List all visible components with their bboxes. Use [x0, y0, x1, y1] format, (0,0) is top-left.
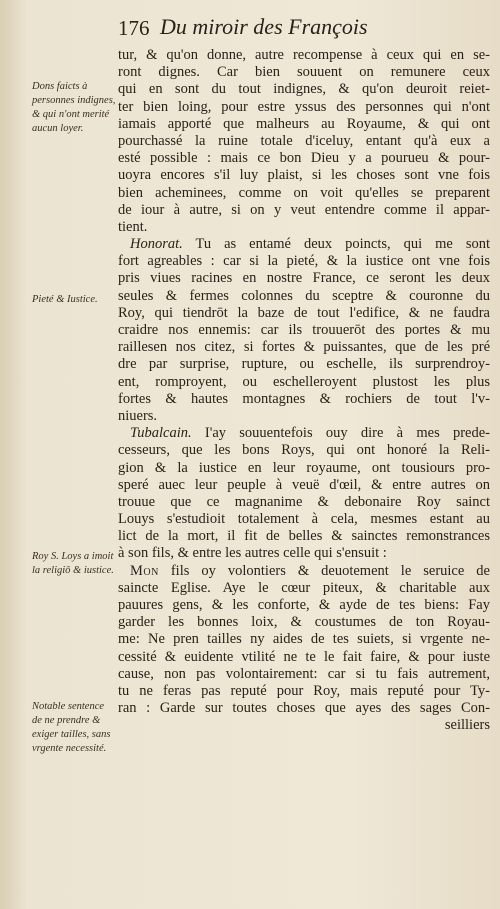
text-line: de iour à autre, si on y veut entendre comme il appar- [118, 201, 490, 218]
text-fragment: Tu as entamé deux poincts, qui me sont [195, 236, 490, 253]
text-line: niuers. [118, 407, 158, 424]
text-line: uoyra encores s'il luy plaist, si les choses sont vne fois [118, 167, 490, 184]
text-line: me: Ne pren tailles ny aides de tes suiets, si vrgente ne- [118, 631, 490, 648]
running-title: Du miroir des François [160, 14, 368, 39]
catchword: seilliers [444, 717, 490, 734]
margin-note-piete: Pieté & Iustice. [32, 294, 98, 305]
speech-start-honorat [118, 236, 490, 253]
margin-note-roy-loys: Roy S. Loys a imoit la religiō & iustice. [32, 551, 114, 576]
page-header [118, 14, 490, 44]
speaker-tubalcain: Tubalcain. [130, 425, 192, 442]
text-line: garder les bonnes loix, & coustumes de ton Royau- [118, 614, 490, 631]
text-line: tu ne feras pas reputé pour Roy, mais reputé pour Ty- [118, 682, 490, 699]
margin-note-dons: Dons faicts à personnes indignes, & qui n'ont merité aucun loyer. [32, 81, 116, 134]
text-line: trouue que ce magnanime & debonaire Roy sainct [118, 493, 490, 510]
text-line: dre par surprise, rupture, ou eschelle, ils surprendroy- [118, 356, 490, 373]
speech-start-tubalcain [118, 425, 490, 442]
text-line: ront dignes. Car bien souuent on remunere ceux [118, 64, 490, 81]
text-line: esté possible : mais ce bon Dieu y a pourueu & pour- [118, 150, 490, 167]
text-line: tur, & qu'on donne, autre recompense à ceux qui en se- [118, 47, 490, 63]
quote-start [118, 563, 490, 580]
main-text [118, 47, 490, 735]
text-line: raillesen nos citez, si fortes & puissantes, que de les pré [118, 339, 490, 356]
text-line: à son fils, & entre les autres celle qui s'ensuit : [118, 545, 387, 562]
text-fragment: fils oy volontiers & deuotement le seruice de [170, 562, 490, 579]
quote-initial-word: Mon [130, 562, 159, 579]
text-line: tient. [118, 218, 148, 235]
text-line: gion & la iustice en leur royaume, ont tousiours pro- [118, 459, 490, 476]
text-line: seules & fermes colonnes du sceptre & couronne du [118, 287, 490, 304]
text-line: cessité & euidente vtilité ne te le fait faire, & pour iuste [118, 648, 490, 665]
text-line: ter bien loing, pour estre yssus des personnes qui n'ont [118, 98, 490, 115]
text-line: lict de la mort, il fit de belles & sainctes remonstrances [118, 528, 490, 545]
text-line: bien acheminees, comme on voit qu'elles se preparent [118, 184, 490, 201]
page-number: 176 [118, 16, 150, 40]
text-line: qui en sont du tout indignes, & qu'on deuroit reiet- [118, 81, 490, 98]
speaker-honorat: Honorat. [130, 236, 183, 253]
text-line: pauures gens, & les conforte, & ayde de tes biens: Fay [118, 597, 490, 613]
text-line: Louys s'estudioit totalement à cela, mesmes estant au [118, 511, 490, 528]
text-line: saincte Eglise. Aye le cœur piteux, & charitable aux [118, 579, 490, 596]
text-line: Roy, qui tiendrōt la baze de tout l'edifice, & ne faudra [118, 304, 490, 321]
text-line: cesseurs, que les bons Roys, qui ont honoré la Reli- [118, 442, 490, 459]
text-line: fortes & hautes montagnes & rochiers de tout l'v- [118, 390, 490, 407]
text-line: ent, romproyent, ou eschelleroyent plustost les plus [118, 373, 490, 390]
text-fragment: I'ay souuentefois ouy dire à mes prede- [204, 425, 490, 442]
text-line: ran : Garde sur toutes choses que ayes des sages Con- [118, 700, 490, 717]
text-line: pris viues racines en nostre France, ce seront les deux [118, 270, 490, 287]
text-line: speré auec leur peuple à veuë d'œil, & entre autres on [118, 476, 490, 493]
margin-note-sentence: Notable sentence de ne prendre & exiger tailles, sans vrgente necessité. [32, 701, 111, 754]
text-line: craidre nos ennemis: car ils trouuerōt des portes & mu [118, 322, 490, 338]
text-line: fort agreables : car si la pieté, & la iustice ont vne fois [118, 253, 490, 270]
text-line: pourchassé la ruine totale d'iceluy, entant qu'à eux a [118, 132, 490, 149]
text-line: cause, non pas volontairement: car si tu fais autrement, [118, 665, 490, 682]
text-line: iamais apporté que malheurs au Royaume, & qui ont [118, 115, 490, 132]
